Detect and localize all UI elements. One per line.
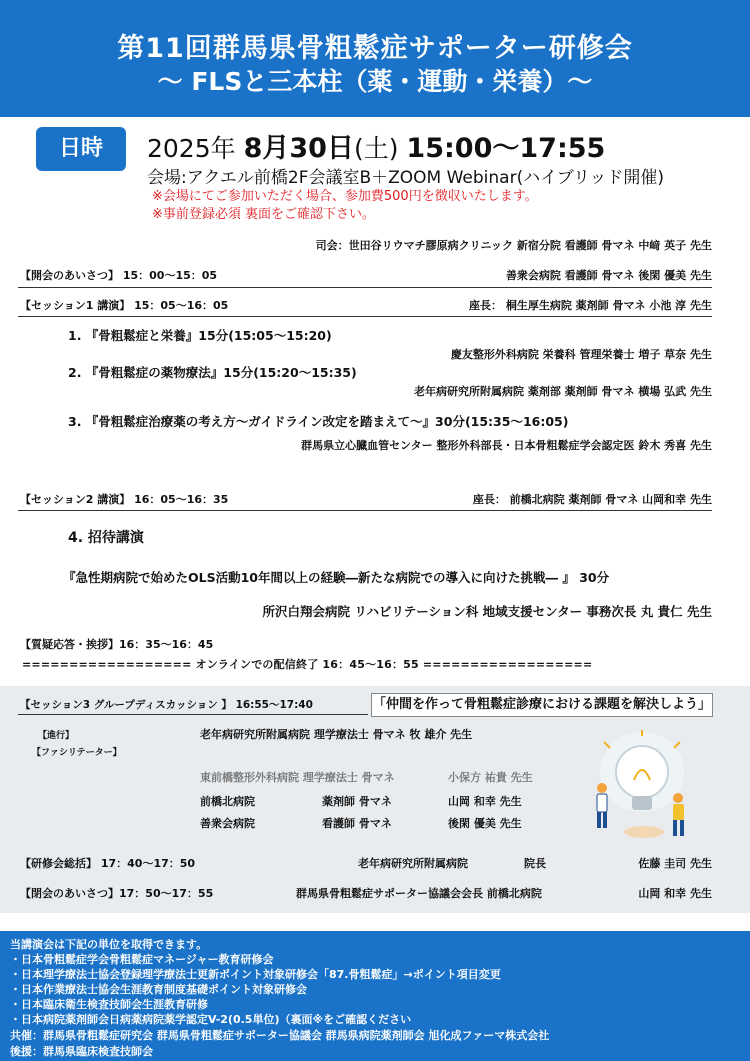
invited-title: 4. 招待講演 (68, 530, 144, 546)
fac3-name: 後閑 優美 先生 (448, 817, 522, 830)
divider (18, 316, 712, 317)
lightbulb-icon (616, 746, 668, 798)
credit-line: ・日本臨床衛生検査技師会生涯教育研修 (10, 998, 208, 1011)
fee-note: ※会場にてご参加いただく場合、参加費500円を徴収いたします。 (152, 189, 538, 204)
fac2-name: 山岡 和幸 先生 (448, 795, 522, 808)
lightbulb-teamwork-illustration (582, 730, 710, 842)
qa-label: 【質疑応答・挨拶】16：35～16：45 (20, 638, 214, 651)
fac1-name: 小保方 祐貴 先生 (448, 771, 533, 784)
opening-label: 【開会のあいさつ】 15：00～15：05 (20, 269, 218, 282)
talk2-speaker: 老年病研究所附属病院 薬剤部 薬剤師 骨マネ 横場 弘武 先生 (414, 385, 712, 398)
closing-name: 山岡 和幸 先生 (638, 887, 712, 900)
bulb-base (632, 796, 652, 810)
date-year: 2025年 (147, 134, 244, 163)
date-main: 8月30日 (243, 133, 354, 164)
ground-shadow (624, 826, 664, 838)
session1-chair: 座長： 桐生厚生病院 薬剤師 骨マネ 小池 淳 先生 (469, 299, 712, 312)
date-day: (土) (353, 134, 407, 163)
session1-label: 【セッション1 講演】 15：05～16：05 (20, 299, 229, 312)
venue: 会場:アクエル前橋2F会議室B＋ZOOM Webinar(ハイブリッド開催) (147, 168, 664, 188)
closing-org: 群馬県骨粗鬆症サポーター協議会会長 前橋北病院 (296, 887, 542, 900)
credit-line: ・日本理学療法士協会登録理学療法士更新ポイント対象研修会「87.骨粗鬆症」→ポイント項目変更 (10, 968, 501, 981)
moderator: 司会：世田谷リウマチ膠原病クリニック 新宿分院 看護師 骨マネ 中﨑 英子 先生 (315, 239, 712, 252)
credits-footer (0, 931, 750, 1061)
divider (18, 714, 368, 715)
talk3-speaker: 群馬県立心臓血管センター 整形外科部長・日本骨粗鬆症学会認定医 鈴木 秀喜 先生 (301, 439, 712, 452)
talk3-title: 3. 『骨粗鬆症治療薬の考え方～ガイドライン改定を踏まえて～』30分(15:35～16:05) (68, 414, 569, 429)
talk2-title: 2. 『骨粗鬆症の薬物療法』15分(15:20～15:35) (68, 365, 357, 380)
talk1-speaker: 慶友整形外科病院 栄養科 管理栄養士 増子 草奈 先生 (450, 348, 712, 361)
credit-line: ・日本骨粗鬆症学会骨粗鬆症マネージャー教育研修会 (10, 953, 274, 966)
header-banner (0, 0, 750, 117)
credit-line: ・日本病院薬剤師会日病薬病院薬学認定V-2(0.5単位)（裏面※をご確認ください (10, 1013, 412, 1026)
online-end: ================== オンラインでの配信終了 16：45～16：55 ================== (22, 658, 593, 671)
fac3-org: 善衆会病院 (200, 817, 255, 830)
closing-label: 【閉会のあいさつ】17：50～17：55 (20, 887, 214, 900)
cosponsors: 共催：群馬県骨粗鬆症研究会 群馬県骨粗鬆症サポーター協議会 群馬県病院薬剤師会 旭化成ファーマ株式会社 (10, 1029, 550, 1042)
divider (18, 510, 712, 511)
date-badge: 日時 (36, 127, 126, 171)
invited-talk: 『急性期病院で始めたOLS活動10年間以上の経験―新たな病院での導入に向けた挑戦― 』 30分 (63, 570, 610, 585)
summary-org: 老年病研究所附属病院 (358, 857, 468, 870)
event-date (147, 126, 605, 165)
bulb-ray (674, 742, 680, 748)
credit-line: ・日本作業療法士協会生涯教育制度基礎ポイント対象研修会 (10, 983, 307, 996)
divider (18, 287, 712, 288)
facilitators-label: 【ファシリテーター】 (32, 748, 122, 758)
event-time: 15:00～17:55 (406, 133, 606, 164)
fac3-role: 看護師 骨マネ (322, 817, 392, 830)
credit-line: 当講演会は下記の単位を取得できます。 (10, 938, 208, 951)
summary-label: 【研修会総括】 17：40～17：50 (20, 857, 196, 870)
fac2-role: 薬剤師 骨マネ (322, 795, 392, 808)
event-subtitle: ～ FLSと三本柱（薬・運動・栄養）～ (157, 67, 593, 96)
session3-label: 【セッション3 グループディスカッション 】 16:55～17:40 (20, 699, 313, 711)
session3-theme: 「仲間を作って骨粗鬆症診療における課題を解決しよう」 (371, 693, 713, 717)
facilitator-label: 【進行】 (38, 731, 75, 741)
fac2-org: 前橋北病院 (200, 795, 255, 808)
event-title: 第11回群馬県骨粗鬆症サポーター研修会 (117, 33, 633, 64)
facilitator: 老年病研究所附属病院 理学療法士 骨マネ 牧 雄介 先生 (200, 728, 473, 741)
session2-chair: 座長： 前橋北病院 薬剤師 骨マネ 山岡和幸 先生 (472, 493, 712, 506)
opening-speaker: 善衆会病院 看護師 骨マネ 後閑 優美 先生 (505, 269, 712, 282)
session2-label: 【セッション2 講演】 16：05～16：35 (20, 493, 229, 506)
person-right-icon (673, 793, 684, 836)
bulb-ray (604, 742, 610, 748)
summary-role: 院長 (524, 857, 546, 870)
fac1-org: 東前橋整形外科病院 理学療法士 骨マネ (200, 771, 395, 784)
summary-name: 佐藤 圭司 先生 (638, 857, 712, 870)
registration-note: ※事前登録必須 裏面をご確認下さい。 (152, 207, 376, 222)
supporters: 後援：群馬県臨床検査技師会 (10, 1045, 153, 1058)
invited-speaker: 所沢白翔会病院 リハビリテーション科 地域支援センター 事務次長 丸 貴仁 先生 (262, 604, 712, 619)
person-left-icon (597, 783, 607, 828)
talk1-title: 1. 『骨粗鬆症と栄養』15分(15:05～15:20) (68, 328, 332, 343)
